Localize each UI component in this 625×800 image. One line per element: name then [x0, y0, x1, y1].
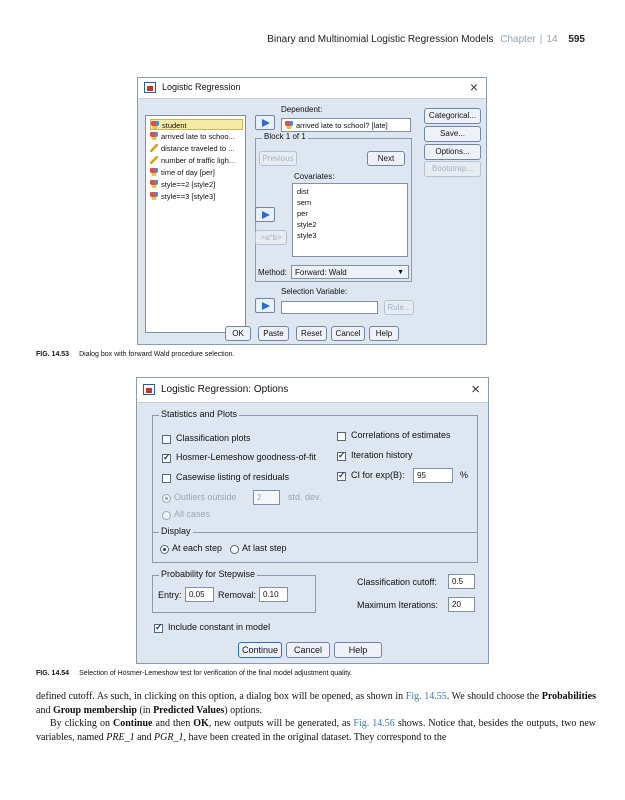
- covariate-item[interactable]: dist: [297, 187, 309, 196]
- all-cases-radio[interactable]: [162, 511, 171, 520]
- covariate-item[interactable]: style3: [297, 231, 317, 240]
- reset-button[interactable]: Reset: [296, 326, 327, 341]
- include-constant-label: Include constant in model: [168, 622, 271, 632]
- help-button[interactable]: Help: [369, 326, 399, 341]
- correlations-label: Correlations of estimates: [351, 430, 451, 440]
- spss-app-icon: [143, 384, 155, 395]
- variable-list[interactable]: [145, 115, 246, 333]
- entry-field[interactable]: 0.05: [185, 587, 214, 602]
- header-chapter: Chapter: [500, 34, 536, 45]
- chevron-down-icon: ▼: [397, 269, 404, 276]
- dialog-titlebar: [138, 78, 486, 99]
- maximum-iterations-label: Maximum Iterations:: [357, 600, 439, 610]
- selection-variable-label: Selection Variable:: [281, 287, 348, 296]
- casewise-listing-checkbox[interactable]: [162, 474, 171, 483]
- paste-button[interactable]: Paste: [258, 326, 289, 341]
- close-icon[interactable]: ×: [469, 79, 478, 95]
- removal-label: Removal:: [218, 590, 257, 600]
- maximum-iterations-field[interactable]: 20: [448, 597, 475, 612]
- save-button[interactable]: Save...: [424, 126, 481, 142]
- removal-field[interactable]: 0.10: [259, 587, 288, 602]
- cancel-button[interactable]: Cancel: [286, 642, 330, 658]
- at-each-step-radio[interactable]: [160, 545, 169, 554]
- spss-app-icon: [144, 82, 156, 93]
- options-button[interactable]: Options...: [424, 144, 481, 160]
- hosmer-lemeshow-label: Hosmer-Lemeshow goodness-of-fit: [176, 452, 317, 462]
- paragraph: By clicking on Continue and then OK, new outputs will be generated, as Fig. 14.56 shows. Notice that, besides the outputs, two new variables, named PRE_1 and PGR_1, have been created in the original dataset. They correspond to the: [36, 718, 597, 743]
- interaction-button[interactable]: >a*b>: [255, 230, 287, 245]
- figure-caption: FIG. 14.53 Dialog box with forward Wald procedure selection.: [36, 351, 235, 358]
- continue-button[interactable]: Continue: [238, 642, 282, 658]
- hosmer-lemeshow-checkbox[interactable]: [162, 454, 171, 463]
- bootstrap-button[interactable]: Bootstrap...: [424, 161, 481, 177]
- statistics-plots-label: Statistics and Plots: [161, 409, 238, 419]
- at-each-step-label: At each step: [172, 543, 223, 553]
- iteration-history-label: Iteration history: [351, 450, 413, 460]
- help-button[interactable]: Help: [334, 642, 382, 658]
- variable-item[interactable]: style==2 [style2]: [150, 179, 215, 190]
- cancel-button[interactable]: Cancel: [331, 326, 365, 341]
- categorical-button[interactable]: Categorical...: [424, 108, 481, 124]
- dependent-field[interactable]: arrived late to school? [late]: [281, 118, 411, 132]
- display-label: Display: [161, 526, 191, 536]
- at-last-step-label: At last step: [242, 543, 287, 553]
- header-chapter-num: 14: [546, 34, 558, 45]
- move-selection-arrow-icon[interactable]: [255, 298, 275, 313]
- move-covariate-arrow-icon[interactable]: [255, 207, 275, 222]
- classification-cutoff-label: Classification cutoff:: [357, 577, 437, 587]
- nominal-variable-icon: [150, 168, 158, 176]
- variable-item[interactable]: number of traffic ligh...: [150, 155, 235, 166]
- nominal-variable-icon: [150, 132, 158, 140]
- probability-stepwise-label: Probability for Stepwise: [161, 569, 256, 579]
- body-text: [36, 690, 596, 744]
- nominal-variable-icon: [150, 180, 158, 188]
- classification-plots-checkbox[interactable]: [162, 435, 171, 444]
- logistic-regression-dialog: [137, 77, 487, 345]
- nominal-variable-icon: [151, 121, 159, 129]
- covariates-list[interactable]: [292, 183, 408, 257]
- entry-label: Entry:: [158, 590, 182, 600]
- all-cases-label: All cases: [174, 509, 211, 519]
- outliers-std-field[interactable]: 2: [253, 490, 280, 505]
- block-label: Block 1 of 1: [264, 132, 306, 141]
- rule-button[interactable]: Rule...: [384, 300, 414, 315]
- variable-item[interactable]: time of day [per]: [150, 167, 215, 178]
- close-icon[interactable]: ×: [471, 381, 480, 398]
- previous-button[interactable]: Previous: [259, 151, 297, 166]
- covariate-item[interactable]: sem: [297, 198, 312, 207]
- at-last-step-radio[interactable]: [230, 545, 239, 554]
- correlations-checkbox[interactable]: [337, 432, 346, 441]
- dialog-title: Logistic Regression: [162, 82, 241, 92]
- classification-cutoff-field[interactable]: 0.5: [448, 574, 475, 589]
- figure-caption: FIG. 14.54 Selection of Hosmer-Lemeshow test for verification of the final model adjustment quality.: [36, 670, 353, 677]
- dialog-titlebar: [137, 378, 488, 403]
- scale-variable-icon: [150, 144, 158, 152]
- method-select[interactable]: Forward: Wald ▼: [291, 265, 409, 279]
- outliers-outside-label: Outliers outside: [174, 492, 237, 502]
- outliers-outside-radio[interactable]: [162, 494, 171, 503]
- include-constant-checkbox[interactable]: [154, 624, 163, 633]
- ok-button[interactable]: OK: [225, 326, 251, 341]
- covariate-item[interactable]: style2: [297, 220, 317, 229]
- move-dependent-arrow-icon[interactable]: [255, 115, 275, 130]
- logistic-regression-options-dialog: [136, 377, 489, 664]
- percent-label: %: [460, 470, 469, 480]
- figure-link[interactable]: Fig. 14.55: [405, 691, 447, 702]
- classification-plots-label: Classification plots: [176, 433, 251, 443]
- iteration-history-checkbox[interactable]: [337, 452, 346, 461]
- running-header: Binary and Multinomial Logistic Regression Models Chapter | 14 595: [267, 34, 585, 45]
- ci-value-field[interactable]: 95: [413, 468, 453, 483]
- next-button[interactable]: Next: [367, 151, 405, 166]
- dialog-title: Logistic Regression: Options: [161, 384, 289, 395]
- nominal-variable-icon: [150, 192, 158, 200]
- ci-exp-b-checkbox[interactable]: [337, 472, 346, 481]
- casewise-listing-label: Casewise listing of residuals: [176, 472, 290, 482]
- figure-link[interactable]: Fig. 14.56: [353, 718, 395, 729]
- variable-item[interactable]: distance traveled to ...: [150, 143, 234, 154]
- variable-item[interactable]: student: [150, 119, 243, 130]
- covariates-label: Covariates:: [294, 172, 335, 181]
- covariate-item[interactable]: per: [297, 209, 308, 218]
- variable-item[interactable]: arrived late to schoo...: [150, 131, 235, 142]
- header-title: Binary and Multinomial Logistic Regression Models: [267, 34, 494, 45]
- scale-variable-icon: [150, 156, 158, 164]
- dependent-label: Dependent:: [281, 105, 323, 114]
- variable-item[interactable]: style==3 [style3]: [150, 191, 215, 202]
- paragraph: defined cutoff. As such, in clicking on this option, a dialog box will be opened, as shown in Fig. 14.55. We should choose the Probabilities and Group membership (in Predicted Values) options.: [36, 691, 596, 716]
- page-number: 595: [568, 34, 585, 45]
- std-dev-label: std. dev.: [288, 492, 322, 502]
- method-label: Method:: [258, 268, 287, 277]
- nominal-variable-icon: [285, 121, 293, 129]
- selection-variable-field[interactable]: [281, 301, 378, 314]
- ci-exp-b-label: CI for exp(B):: [351, 470, 405, 480]
